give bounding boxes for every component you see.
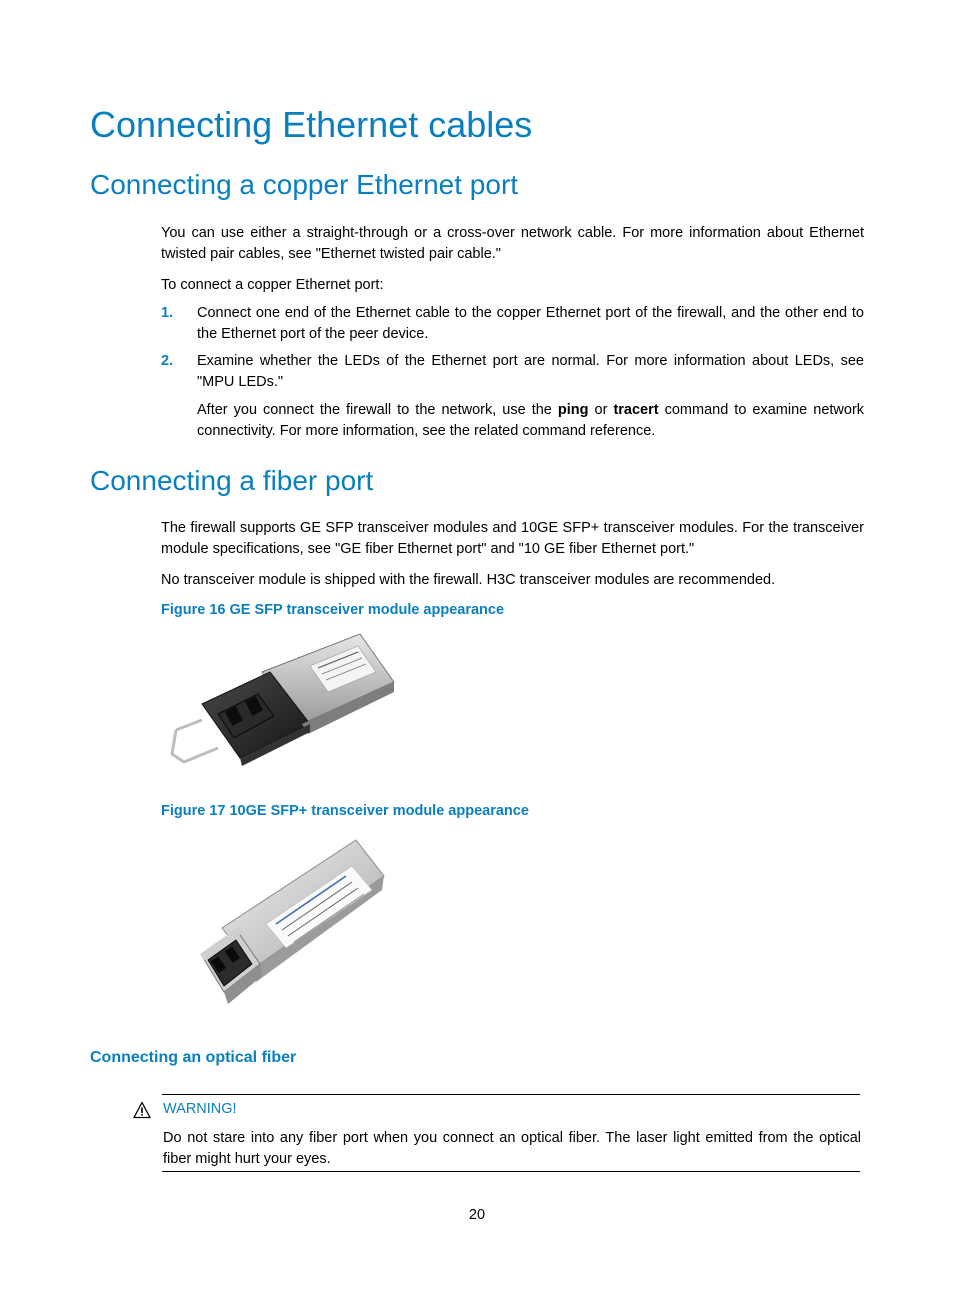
note-text: After you connect the firewall to the network, use the (197, 402, 558, 418)
warning-bottom-rule (162, 1171, 860, 1172)
fiber-note-paragraph: No transceiver module is shipped with the firewall. H3C transceiver modules are recommended. (161, 572, 776, 588)
step-text: Examine whether the LEDs of the Ethernet port are normal. For more information about LEDs, see "MPU LEDs." (197, 353, 864, 390)
step-number: 2. (161, 353, 174, 369)
step-2 (161, 351, 864, 393)
figure-16-caption: Figure 16 GE SFP transceiver module appearance (161, 602, 505, 618)
section-heading-copper: Connecting a copper Ethernet port (90, 169, 519, 200)
copper-intro-paragraph: You can use either a straight-through or a cross-over network cable. For more information about Ethernet twisted pair cables, see "Ethernet twisted pair cable." (161, 225, 864, 262)
figure-17-caption: Figure 17 10GE SFP+ transceiver module appearance (161, 803, 529, 819)
ten-ge-sfp-plus-module-image (196, 836, 388, 1018)
command-tracert: tracert (613, 402, 659, 418)
warning-text: Do not stare into any fiber port when you connect an optical fiber. The laser light emitted from the optical fiber might hurt your eyes. (163, 1130, 861, 1167)
warning-icon (133, 1101, 151, 1119)
step-1 (161, 303, 864, 345)
page-number: 20 (468, 1207, 486, 1223)
fiber-intro-paragraph: The firewall supports GE SFP transceiver modules and 10GE SFP+ transceiver modules. For the transceiver module specifications, see "GE fiber Ethernet port" and "10 GE fiber Ethernet port." (161, 520, 864, 557)
step-text: Connect one end of the Ethernet cable to the copper Ethernet port of the firewall, and the other end to the Ethernet port of the peer device. (197, 305, 864, 342)
warning-top-rule (162, 1094, 860, 1095)
command-ping: ping (557, 402, 589, 418)
warning-label: WARNING! (163, 1101, 237, 1117)
page-title: Connecting Ethernet cables (90, 104, 533, 145)
ge-sfp-module-image (162, 632, 402, 772)
copper-lead-paragraph: To connect a copper Ethernet port: (161, 277, 384, 293)
step-number: 1. (161, 305, 174, 321)
note-text: or (588, 402, 614, 418)
section-heading-fiber: Connecting a fiber port (90, 465, 374, 496)
note-text: command to examine network connectivity. For more information, see the related command reference. (197, 402, 865, 439)
subsection-heading-optical-fiber: Connecting an optical fiber (90, 1049, 297, 1066)
connectivity-note (197, 400, 864, 442)
